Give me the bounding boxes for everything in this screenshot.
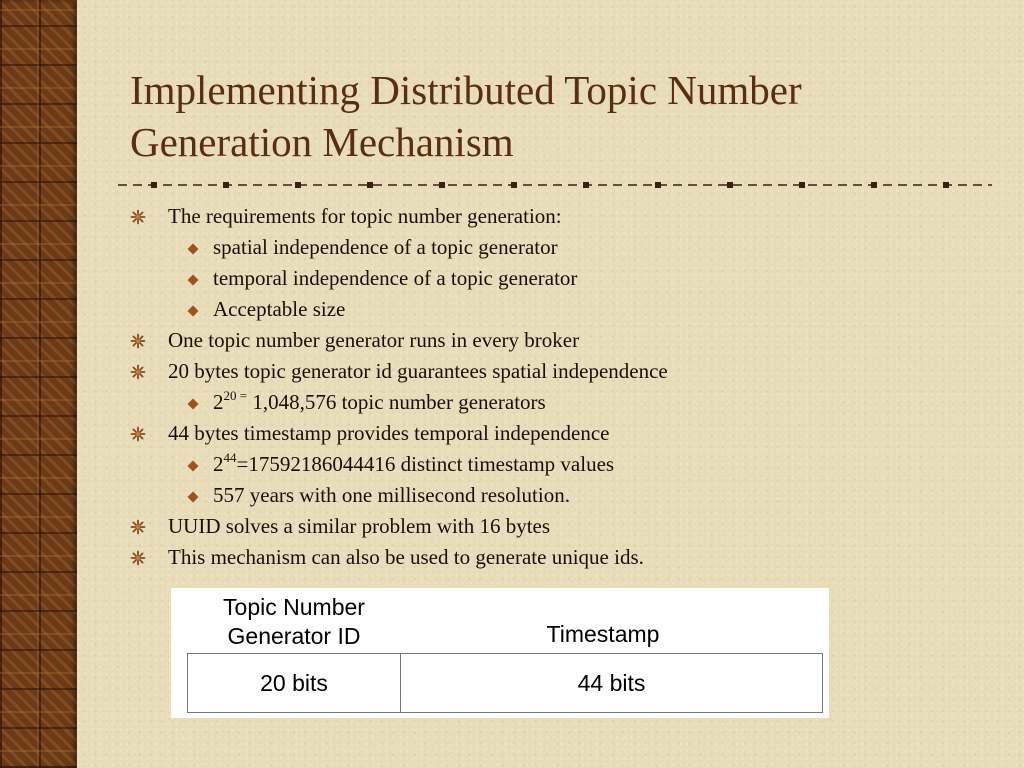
asterisk-star-icon — [130, 519, 146, 535]
divider-dot — [871, 182, 877, 188]
asterisk-star-icon — [130, 333, 146, 349]
title-divider — [118, 179, 992, 191]
bit-layout-diagram — [171, 588, 829, 718]
slide-title-line-1: Implementing Distributed Topic Number — [130, 67, 802, 113]
cell-timestamp-bits: 44 bits — [577, 670, 646, 696]
divider-dot — [727, 182, 733, 188]
power-exponent: 44 — [223, 450, 237, 465]
divider-dot — [295, 182, 301, 188]
bullet-item — [130, 201, 990, 232]
divider-dot — [583, 182, 589, 188]
bullet-item — [130, 356, 990, 387]
divider-dot — [367, 182, 373, 188]
diamond-icon — [187, 305, 199, 317]
bullet-item — [130, 542, 990, 573]
divider-dot — [943, 182, 949, 188]
diamond-icon — [187, 491, 199, 503]
bullet-text: UUID solves a similar problem with 16 bytes — [168, 514, 551, 538]
bullet-text: temporal independence of a topic generator — [213, 266, 578, 290]
bullet-text: 1,048,576 topic number generators — [247, 390, 546, 414]
sub-bullet-item — [130, 263, 990, 294]
power-base: 2 — [213, 452, 224, 476]
bullet-list — [130, 201, 990, 573]
bullet-text: One topic number generator runs in every broker — [168, 328, 580, 352]
bullet-text: =17592186044416 distinct timestamp values — [236, 452, 615, 476]
divider-dot — [655, 182, 661, 188]
header-id-line-1: Topic Number — [223, 594, 365, 620]
bit-layout-table — [187, 653, 823, 713]
diamond-icon — [187, 398, 199, 410]
divider-dot — [439, 182, 445, 188]
bullet-text: The requirements for topic number generation: — [168, 204, 562, 228]
divider-dot — [799, 182, 805, 188]
sub-bullet-item — [130, 294, 990, 325]
bullet-text: 20 bytes topic generator id guarantees spatial independence — [168, 359, 668, 383]
asterisk-star-icon — [130, 209, 146, 225]
bullet-text: Acceptable size — [213, 297, 346, 321]
header-timestamp: Timestamp — [546, 621, 660, 647]
asterisk-star-icon — [130, 426, 146, 442]
bullet-text: spatial independence of a topic generator — [213, 235, 558, 259]
power-exponent: 20 = — [223, 388, 248, 403]
bullet-text: 557 years with one millisecond resolution. — [213, 483, 570, 507]
divider-dot — [223, 182, 229, 188]
power-base: 2 — [213, 390, 224, 414]
bullet-item — [130, 418, 990, 449]
bullet-item — [130, 325, 990, 356]
bullet-text: 44 bytes timestamp provides temporal independence — [168, 421, 610, 445]
sub-bullet-item — [130, 232, 990, 263]
bullet-item — [130, 511, 990, 542]
slide-title — [130, 64, 990, 168]
asterisk-star-icon — [130, 364, 146, 380]
sub-bullet-item — [130, 480, 990, 511]
divider-dot — [511, 182, 517, 188]
cell-id-bits: 20 bits — [188, 654, 401, 712]
divider-dot — [151, 182, 157, 188]
diamond-icon — [187, 243, 199, 255]
asterisk-star-icon — [130, 550, 146, 566]
sub-bullet-item — [130, 387, 990, 418]
diamond-icon — [187, 274, 199, 286]
diamond-icon — [187, 460, 199, 472]
decorative-side-strip — [0, 0, 77, 768]
bullet-text: This mechanism can also be used to generate unique ids. — [168, 545, 644, 569]
header-id-line-2: Generator ID — [227, 623, 361, 649]
header-topic-number-generator-id — [185, 593, 403, 651]
slide-title-line-2: Generation Mechanism — [130, 119, 514, 165]
sub-bullet-item — [130, 449, 990, 480]
